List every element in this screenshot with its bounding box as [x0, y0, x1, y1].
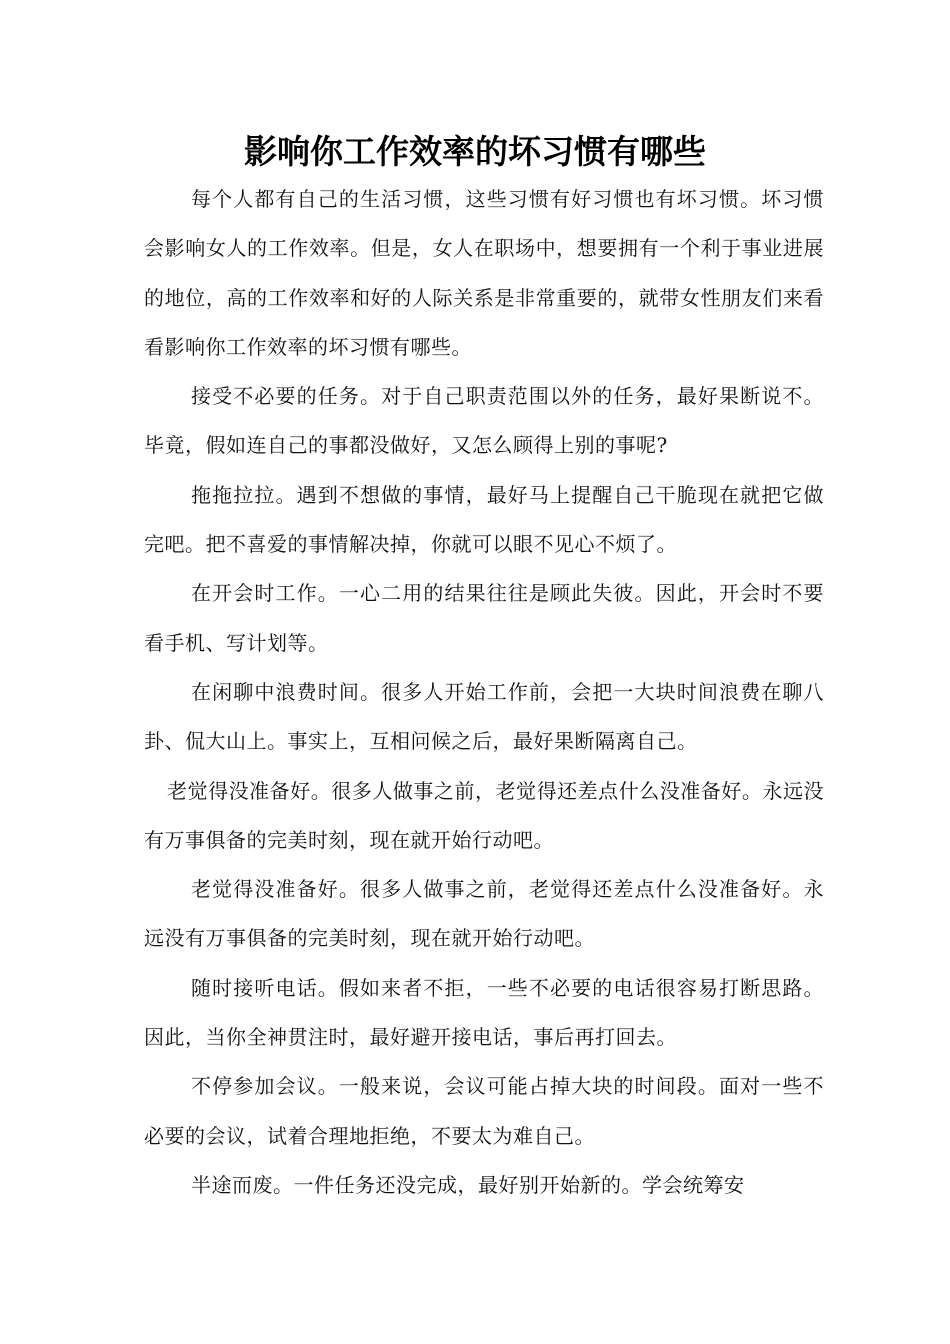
paragraph-working-in-meetings: 在开会时工作。一心二用的结果往往是顾此失彼。因此，开会时不要看手机、写计划等。: [144, 581, 824, 655]
paragraph-chatting: 在闲聊中浪费时间。很多人开始工作前，会把一大块时间浪费在聊八卦、侃大山上。事实上，互相问候之后，最好果断隔离自己。: [144, 679, 824, 754]
paragraph-not-ready-1: 老觉得没准备好。很多人做事之前，老觉得还差点什么没准备好。永远没有万事俱备的完美时刻，现在就开始行动吧。: [144, 778, 824, 852]
paragraph-intro: 每个人都有自己的生活习惯，这些习惯有好习惯也有坏习惯。坏习惯会影响女人的工作效率。但是，女人在职场中，想要拥有一个利于事业进展的地位，高的工作效率和好的人际关系是非常重要的，就带女性朋友们来看看影响你工作效率的坏习惯有哪些。: [144, 187, 824, 359]
paragraph-unnecessary-tasks: 接受不必要的任务。对于自己职责范围以外的任务，最好果断说不。毕竟，假如连自己的事都没做好，又怎么顾得上别的事呢?: [144, 384, 824, 458]
paragraph-meetings: 不停参加会议。一般来说，会议可能占掉大块的时间段。面对一些不必要的会议，试着合理地拒绝，不要太为难自己。: [144, 1074, 824, 1148]
paragraph-giving-up: 半途而废。一件任务还没完成，最好别开始新的。学会统筹安: [191, 1172, 745, 1197]
paragraph-procrastination: 拖拖拉拉。遇到不想做的事情，最好马上提醒自己干脆现在就把它做完吧。把不喜爱的事情解决掉，你就可以眼不见心不烦了。: [144, 482, 824, 557]
paragraph-not-ready-2: 老觉得没准备好。很多人做事之前，老觉得还差点什么没准备好。永远没有万事俱备的完美时刻，现在就开始行动吧。: [144, 877, 824, 951]
document-title: 影响你工作效率的坏习惯有哪些: [244, 132, 706, 171]
document-body: [144, 175, 824, 1210]
paragraph-phone-calls: 随时接听电话。假如来者不拒，一些不必要的电话很容易打断思路。因此，当你全神贯注时，最好避开接电话，事后再打回去。: [144, 975, 824, 1050]
